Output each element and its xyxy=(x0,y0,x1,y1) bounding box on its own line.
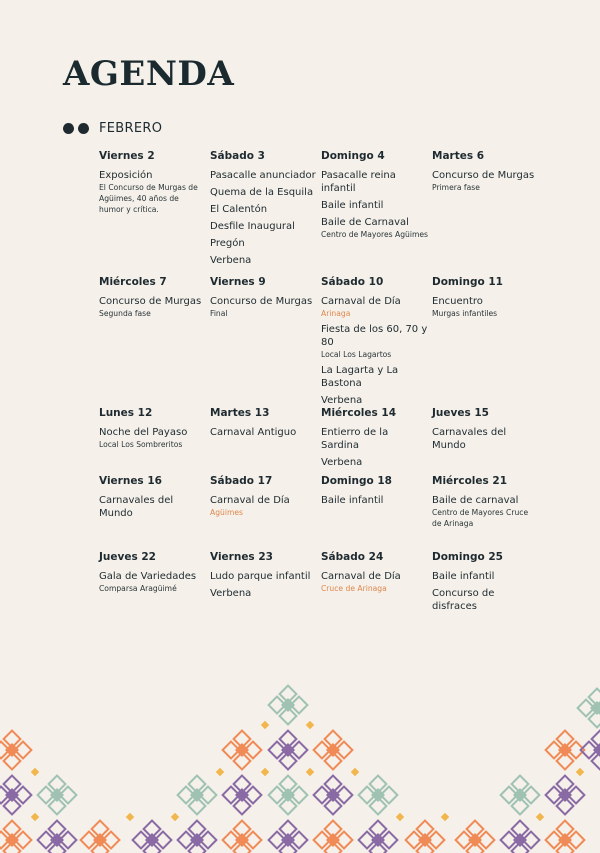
flower-motif-icon xyxy=(456,821,495,853)
event xyxy=(321,494,428,507)
flower-motif-icon xyxy=(178,776,217,815)
month-header xyxy=(63,121,162,136)
event xyxy=(321,199,428,212)
flower-motif-icon xyxy=(314,776,353,815)
flower-motif-icon xyxy=(133,821,172,853)
month-label: FEBRERO xyxy=(99,121,163,136)
sparkle-icon xyxy=(261,768,269,776)
event-name: Carnavales del Mundo xyxy=(432,427,507,451)
event xyxy=(210,237,317,250)
event-name: El Calentón xyxy=(210,204,268,215)
event-name: Concurso de disfraces xyxy=(432,588,495,612)
event-name: Verbena xyxy=(321,395,363,406)
event xyxy=(432,169,539,193)
agenda-day xyxy=(210,276,321,407)
agenda-day xyxy=(432,551,543,621)
agenda-day xyxy=(210,551,321,621)
day-date: Miércoles 21 xyxy=(432,475,508,487)
event xyxy=(99,169,206,215)
month-dots-icon xyxy=(63,123,89,134)
day-date: Domingo 11 xyxy=(432,276,503,288)
event xyxy=(321,570,428,594)
event-name: Ludo parque infantil xyxy=(210,571,311,582)
flower-motif-icon xyxy=(359,821,398,853)
flower-motif-icon xyxy=(38,776,77,815)
event-location: Agüimes xyxy=(210,508,243,517)
flower-motif-icon xyxy=(314,821,353,853)
sparkle-icon xyxy=(171,813,179,821)
event xyxy=(321,426,428,452)
event-name: Carnaval de Día xyxy=(210,495,290,506)
flower-motif-icon xyxy=(81,821,120,853)
event-location: Segunda fase xyxy=(99,309,151,318)
event xyxy=(321,364,428,390)
day-date: Jueves 22 xyxy=(99,551,156,563)
event xyxy=(210,203,317,216)
event-name: Carnaval Antiguo xyxy=(210,427,297,438)
event xyxy=(99,426,206,450)
event xyxy=(432,570,539,583)
event-name: Baile de Carnaval xyxy=(321,217,409,228)
day-date: Viernes 23 xyxy=(210,551,273,563)
flower-motif-icon xyxy=(0,731,31,770)
day-date: Sábado 10 xyxy=(321,276,384,288)
agenda-day xyxy=(210,475,321,551)
sparkle-icon xyxy=(396,813,404,821)
event xyxy=(321,394,428,407)
agenda-day xyxy=(432,475,543,551)
event-location: Primera fase xyxy=(432,183,480,192)
event-location: Final xyxy=(210,309,228,318)
day-date: Martes 13 xyxy=(210,407,270,419)
event-name: Gala de Variedades xyxy=(99,571,197,582)
sparkle-icon xyxy=(216,768,224,776)
flower-motif-icon xyxy=(0,776,31,815)
day-date: Miércoles 7 xyxy=(99,276,167,288)
event-name: Fiesta de los 60, 70 y 80 xyxy=(321,324,428,348)
day-date: Lunes 12 xyxy=(99,407,153,419)
event xyxy=(432,494,539,529)
flower-motif-icon xyxy=(359,776,398,815)
event-name: Desfile Inaugural xyxy=(210,221,295,232)
event-name: Entierro de la Sardina xyxy=(321,427,389,451)
sparkle-icon xyxy=(306,768,314,776)
event xyxy=(210,186,317,199)
agenda-day xyxy=(321,407,432,475)
agenda-day xyxy=(321,150,432,276)
sparkle-icon xyxy=(31,768,39,776)
flower-motif-icon xyxy=(501,776,540,815)
agenda-day xyxy=(99,276,210,407)
flower-motif-icon xyxy=(223,776,262,815)
event-name: Noche del Payaso xyxy=(99,427,188,438)
event xyxy=(432,426,539,452)
event-name: Concurso de Murgas xyxy=(210,296,313,307)
agenda-day xyxy=(99,150,210,276)
event-location: Centro de Mayores Agüimes xyxy=(321,230,428,239)
agenda-day xyxy=(99,551,210,621)
agenda-day xyxy=(432,276,543,407)
event-name: Quema de la Esquila xyxy=(210,187,314,198)
day-date: Sábado 24 xyxy=(321,551,384,563)
event-name: Exposición xyxy=(99,170,153,181)
day-date: Viernes 9 xyxy=(210,276,266,288)
event-location: Murgas infantiles xyxy=(432,309,498,318)
flower-motif-icon xyxy=(38,821,77,853)
day-date: Viernes 2 xyxy=(99,150,155,162)
agenda-day xyxy=(210,150,321,276)
flower-motif-icon xyxy=(269,821,308,853)
day-date: Jueves 15 xyxy=(432,407,489,419)
event xyxy=(321,456,428,469)
event-location: Local Los Lagartos xyxy=(321,350,392,359)
agenda-day xyxy=(321,551,432,621)
event xyxy=(210,494,317,518)
day-date: Domingo 4 xyxy=(321,150,385,162)
event-location: Cruce de Arinaga xyxy=(321,584,387,593)
agenda-day xyxy=(432,407,543,475)
event-name: Concurso de Murgas xyxy=(99,296,202,307)
sparkle-icon xyxy=(31,813,39,821)
event xyxy=(210,587,317,600)
event-location: Arinaga xyxy=(321,309,351,318)
page-title: AGENDA xyxy=(63,54,235,94)
sparkle-icon xyxy=(126,813,134,821)
flower-motif-icon xyxy=(314,731,353,770)
sparkle-icon xyxy=(576,768,584,776)
event-location: Centro de Mayores Cruce de Arinaga xyxy=(432,508,529,528)
event xyxy=(432,587,539,613)
agenda-day xyxy=(210,407,321,475)
agenda-day xyxy=(432,150,543,276)
event xyxy=(210,570,317,583)
day-date: Domingo 25 xyxy=(432,551,503,563)
agenda-day xyxy=(321,276,432,407)
event-name: Baile infantil xyxy=(321,495,384,506)
event-name: Baile infantil xyxy=(321,200,384,211)
flower-motif-icon xyxy=(546,776,585,815)
event xyxy=(321,216,428,240)
sparkle-icon xyxy=(261,721,269,729)
day-date: Viernes 16 xyxy=(99,475,162,487)
event-name: Verbena xyxy=(210,588,252,599)
event-name: Pregón xyxy=(210,238,245,249)
event xyxy=(210,295,317,319)
flower-motif-icon xyxy=(269,686,308,725)
flower-motif-icon xyxy=(0,821,31,853)
decorative-pattern xyxy=(0,680,600,853)
event xyxy=(99,570,206,594)
event-name: Concurso de Murgas xyxy=(432,170,535,181)
day-date: Sábado 17 xyxy=(210,475,273,487)
day-date: Martes 6 xyxy=(432,150,485,162)
flower-motif-icon xyxy=(223,821,262,853)
event xyxy=(210,254,317,267)
agenda-day xyxy=(99,407,210,475)
event xyxy=(99,295,206,319)
flower-motif-icon xyxy=(178,821,217,853)
event-name: Baile infantil xyxy=(432,571,495,582)
event xyxy=(210,220,317,233)
event-name: La Lagarta y La Bastona xyxy=(321,365,399,389)
event-name: Encuentro xyxy=(432,296,483,307)
event-name: Pasacalle anunciador xyxy=(210,170,316,181)
event-name: Verbena xyxy=(210,255,252,266)
event-location: Comparsa Aragüimé xyxy=(99,584,177,593)
event xyxy=(210,426,317,439)
event xyxy=(321,295,428,319)
event xyxy=(99,494,206,520)
event-name: Baile de carnaval xyxy=(432,495,519,506)
flower-motif-icon xyxy=(223,731,262,770)
event xyxy=(210,169,317,182)
event-name: Carnaval de Día xyxy=(321,296,401,307)
event xyxy=(321,323,428,360)
sparkle-icon xyxy=(441,813,449,821)
event-location: Local Los Sombreritos xyxy=(99,440,183,449)
agenda-grid xyxy=(99,150,559,621)
agenda-day xyxy=(99,475,210,551)
sparkle-icon xyxy=(351,768,359,776)
day-date: Miércoles 14 xyxy=(321,407,397,419)
flower-motif-icon xyxy=(546,821,585,853)
event xyxy=(321,169,428,195)
day-date: Domingo 18 xyxy=(321,475,392,487)
event-name: Carnaval de Día xyxy=(321,571,401,582)
event-location: El Concurso de Murgas de Agüimes, 40 años de humor y crítica. xyxy=(99,183,198,214)
agenda-day xyxy=(321,475,432,551)
event-name: Carnavales del Mundo xyxy=(99,495,174,519)
flower-motif-icon xyxy=(546,731,585,770)
flower-motif-icon xyxy=(269,731,308,770)
sparkle-icon xyxy=(306,721,314,729)
event-name: Pasacalle reina infantil xyxy=(321,170,396,194)
day-date: Sábado 3 xyxy=(210,150,265,162)
flower-motif-icon xyxy=(269,776,308,815)
event xyxy=(432,295,539,319)
flower-motif-icon xyxy=(501,821,540,853)
flower-motif-icon xyxy=(578,689,600,728)
flower-motif-icon xyxy=(406,821,445,853)
sparkle-icon xyxy=(536,813,544,821)
event-name: Verbena xyxy=(321,457,363,468)
